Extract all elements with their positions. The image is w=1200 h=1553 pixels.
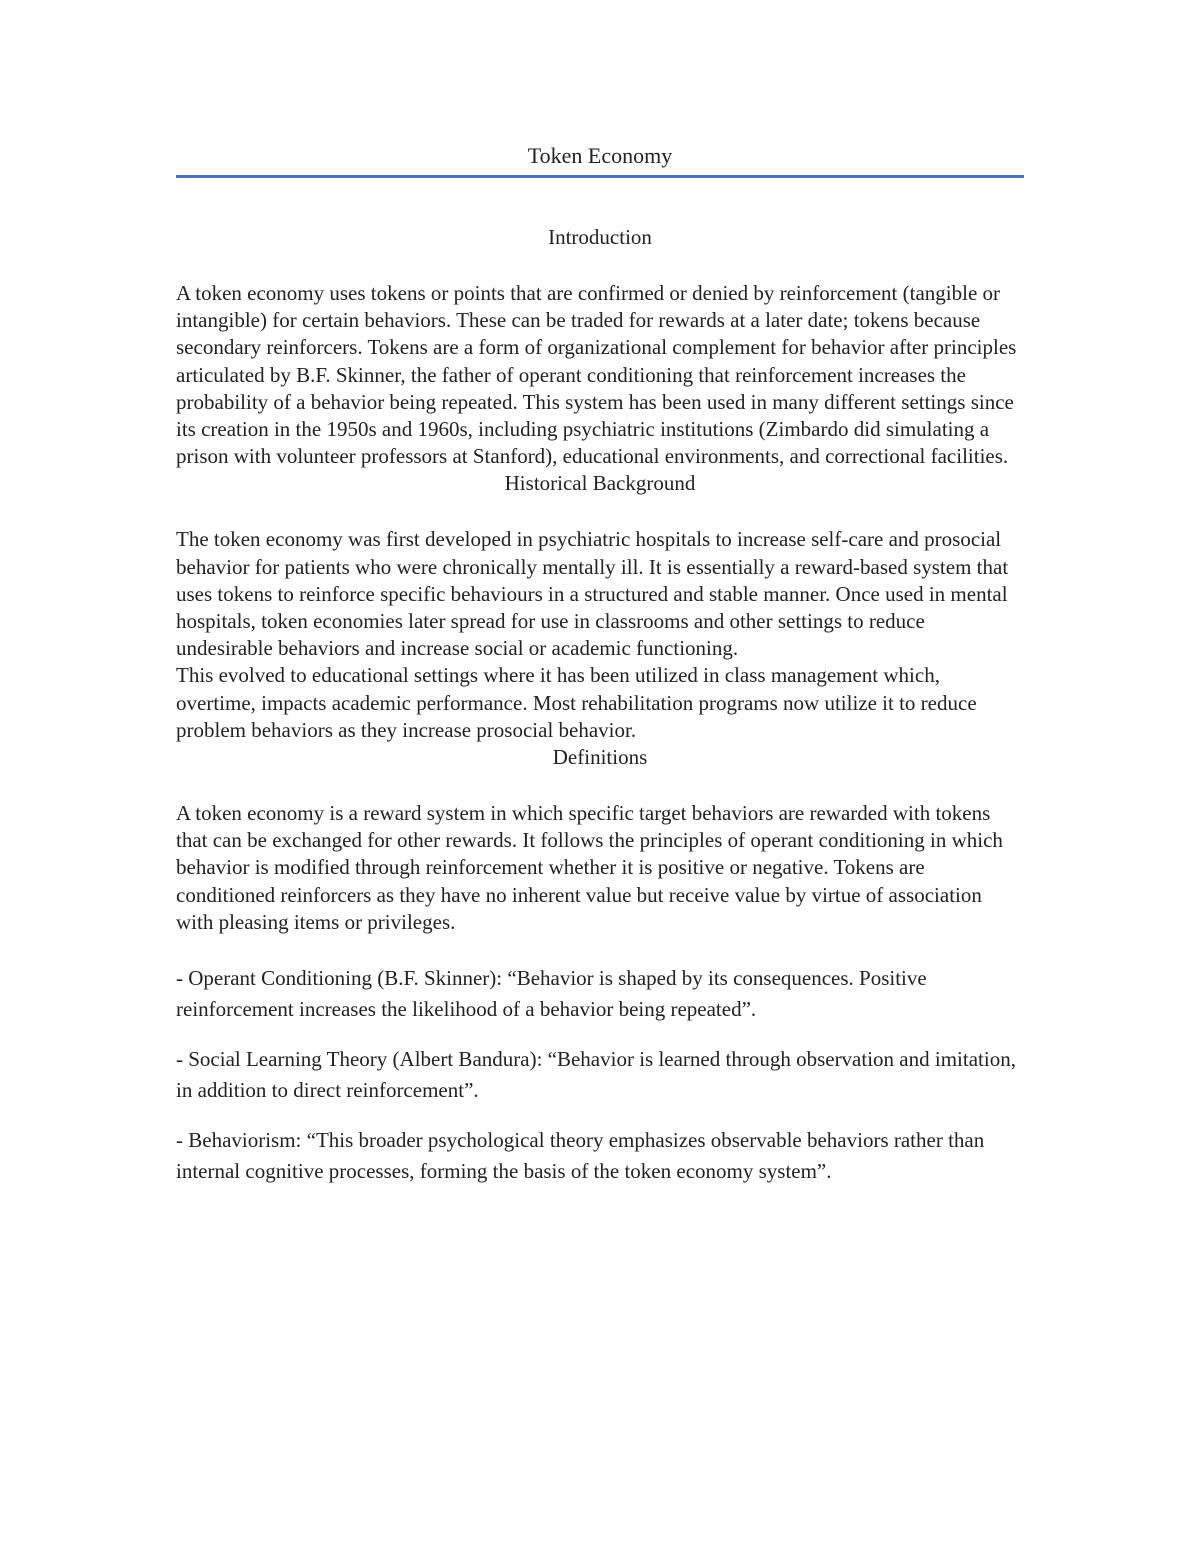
historical-background-heading: Historical Background xyxy=(504,471,696,496)
definition-item-social-learning-theory: - Social Learning Theory (Albert Bandura): “Behavior is learned through observation and imitation, in addition to direct reinforcement”. xyxy=(176,1047,1016,1103)
definition-item-behaviorism: - Behaviorism: “This broader psychological theory emphasizes observable behaviors rather than internal cognitive processes, forming the basis of the token economy system”. xyxy=(176,1128,985,1184)
definitions-heading: Definitions xyxy=(552,745,648,770)
definitions-section xyxy=(176,744,1024,1187)
document-page xyxy=(176,138,1024,1206)
introduction-heading: Introduction xyxy=(548,225,652,249)
introduction-paragraph: A token economy uses tokens or points that are confirmed or denied by reinforcement (tangible or intangible) for certain behaviors. These can be traded for rewards at a later date; tokens because secondary reinforcers. Tokens are a form of organizational complement for behavior after principles articulated by B.F. Skinner, the father of operant conditioning that reinforcement increases the probability of a behavior being repeated. This system has been used in many different settings since its creation in the 1950s and 1960s, including psychiatric institutions (Zimbardo did simulating a prison with volunteer professors at Stanford), educational environments, and correctional facilities. xyxy=(176,281,1017,469)
title-underline-rule xyxy=(176,175,1024,178)
definitions-paragraph: A token economy is a reward system in which specific target behaviors are rewarded with tokens that can be exchanged for other rewards. It follows the principles of operant conditioning in which behavior is modified through reinforcement whether it is positive or negative. Tokens are conditioned reinforcers as they have no inherent value but receive value by virtue of association with pleasing items or privileges. xyxy=(176,801,1003,934)
historical-background-section xyxy=(176,470,1024,744)
introduction-section xyxy=(176,224,1024,470)
definition-item-operant-conditioning: - Operant Conditioning (B.F. Skinner): “Behavior is shaped by its consequences. Positive reinforcement increases the likelihood of a behavior being repeated”. xyxy=(176,966,927,1022)
document-title: Token Economy xyxy=(527,143,673,168)
historical-background-paragraph-1: The token economy was first developed in psychiatric hospitals to increase self-care and prosocial behavior for patients who were chronically mentally ill. It is essentially a reward-based system that uses tokens to reinforce specific behaviours in a structured and stable manner. Once used in mental hospitals, token economies later spread for use in classrooms and other settings to reduce undesirable behaviors and increase social or academic functioning. xyxy=(176,527,1009,661)
historical-background-paragraph-2: This evolved to educational settings where it has been utilized in class management which, overtime, impacts academic performance. Most rehabilitation programs now utilize it to reduce problem behaviors as they increase prosocial behavior. xyxy=(176,663,977,742)
